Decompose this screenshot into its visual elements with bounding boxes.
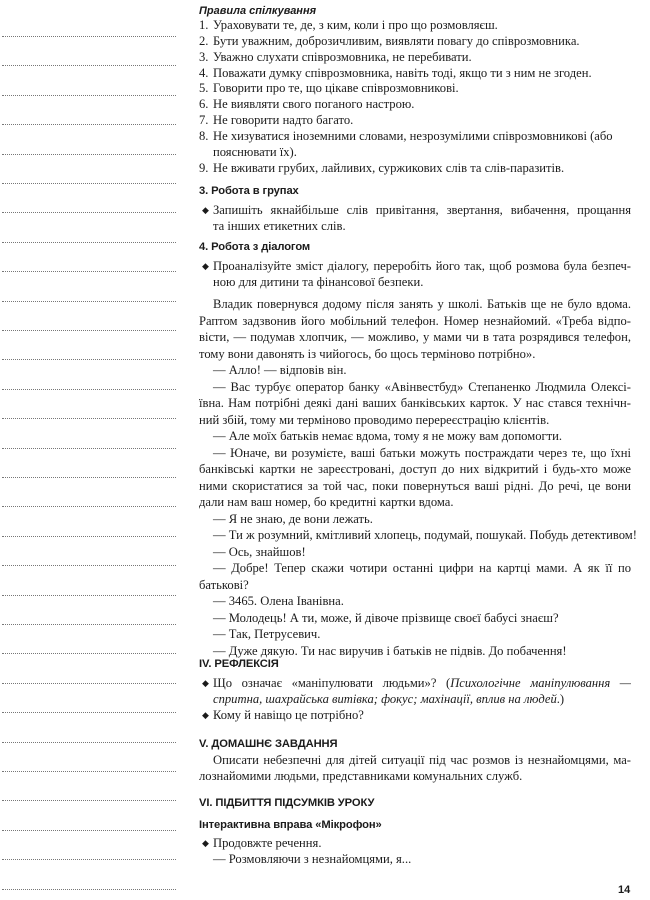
rule-text: Не вживати грубих, лайливих, суржикових слів та слів-паразитів. [213, 160, 565, 175]
dialogue-line: — Ти ж розумний, кмітливий хлопець, подумай, пошукай. Побудь детективом! [213, 528, 637, 542]
bullet-icon: ◆ [202, 838, 209, 848]
note-line [2, 595, 176, 596]
dialogue-line: батькові? [199, 577, 249, 592]
dialogue-line: — Алло! — відповів він. [213, 363, 347, 377]
note-line [2, 712, 176, 713]
dialogue-work-line: ною для дитини та фінансової безпеки. [213, 274, 424, 289]
rule-item [199, 129, 613, 145]
group-work-line: та інших етикетних слів. [213, 218, 346, 233]
note-line [2, 124, 176, 125]
rule-number: 5. [199, 81, 209, 96]
dialogue-line: — Але моїх батьків немає вдома, тому я не можу вам допомогти. [213, 429, 563, 443]
rule-text: Уважно слухати співрозмовника, не перебивати. [213, 49, 472, 64]
note-line [2, 154, 176, 155]
rule-number: 8. [199, 128, 209, 143]
reflection-q1-text: Що означає «маніпулювати людьми»? ( [213, 676, 451, 690]
rule-text: Ураховувати те, де, з ким, коли і про що розмовляєш. [213, 18, 498, 32]
dialogue-line: — Вас турбує оператор банку «Авінвестбуд» Степаненко Людмила Олексі- [213, 379, 631, 394]
dialogue-line: — Ось, знайшов! [213, 544, 306, 559]
rule-number: 2. [199, 33, 209, 48]
reflection-q2-text: Кому й навіщо це потрібно? [213, 708, 364, 722]
summary-heading: VI. ПІДБИТТЯ ПІДСУМКІВ УРОКУ [199, 797, 375, 809]
page-number: 14 [618, 884, 631, 896]
dialogue-line: — Так, Петрусевич. [213, 627, 321, 641]
note-line [2, 683, 176, 684]
summary-subheading: Інтерактивна вправа «Мікрофон» [199, 819, 382, 831]
rule-item [199, 18, 498, 34]
rule-item [199, 34, 580, 50]
homework-line: лознайомими людьми, представниками комунальних служб. [199, 768, 523, 783]
note-line [2, 624, 176, 625]
note-line [2, 889, 176, 890]
note-line [2, 95, 176, 96]
dialogue-line: тому вони давонять із чийогось, бо щось терміново потрібно». [199, 346, 536, 361]
note-line [2, 565, 176, 566]
homework-line: Описати небезпечні для дітей ситуації під час розмов із незнайомцями, ма- [213, 753, 631, 767]
rule-number: 7. [199, 113, 209, 128]
note-line [2, 212, 176, 213]
note-line [2, 271, 176, 272]
reflection-q1-text: .) [556, 691, 565, 706]
group-work-heading: 3. Робота в групах [199, 185, 299, 197]
rule-item [199, 50, 472, 66]
rule-number: 1. [199, 18, 209, 32]
rule-text: Не хизуватися іноземними словами, незрозумілими співрозмовникові (або [213, 128, 613, 143]
note-line [2, 359, 176, 360]
note-line [2, 859, 176, 860]
rule-item [199, 161, 564, 177]
rule-item [199, 66, 592, 82]
dialogue-line: Раптом задзвонив його мобільний телефон. Номер незнайомий. «Треба відпо- [199, 313, 631, 328]
rule-text: пояснювати їх). [213, 144, 297, 159]
note-line [2, 65, 176, 66]
dialogue-line: — Дуже дякую. Ти нас виручив і батьків не підвів. До побачення! [213, 643, 567, 658]
rule-text: Не говорити надто багато. [213, 113, 354, 128]
dialogue-line: вісти, — подумав хлопчик, — можливо, у мами чи в тата розрядився телефон, [199, 330, 631, 344]
note-line [2, 477, 176, 478]
rule-text: Поважати думку співрозмовника, навіть тоді, якщо ти з ним не згоден. [213, 65, 592, 80]
bullet-icon: ◆ [202, 678, 209, 688]
note-line [2, 742, 176, 743]
reflection-heading: IV. РЕФЛЕКСІЯ [199, 658, 279, 670]
note-line [2, 800, 176, 801]
rule-item [199, 81, 459, 97]
dialogue-work-heading: 4. Робота з діалогом [199, 241, 311, 253]
note-line [2, 418, 176, 419]
dialogue-line: ний збій, тому ми терміново проводимо перереєстрацію клієнтів. [199, 412, 550, 427]
note-line [2, 506, 176, 507]
rule-item [199, 113, 353, 129]
dialogue-work-line: Проаналізуйте зміст діалогу, переробіть його так, щоб розмова була безпеч- [213, 259, 631, 273]
note-line [2, 653, 176, 654]
note-line [2, 830, 176, 831]
rule-number: 6. [199, 97, 209, 112]
dialogue-line: ними скористатися за той час, поки повернуться ваші рідні. До речі, це вони [199, 478, 631, 493]
dialogue-line: Владик повернувся додому після занять у школі. Батьків ще не було вдома. [213, 297, 631, 311]
note-line [2, 301, 176, 302]
note-line [2, 536, 176, 537]
dialogue-line: — Добре! Тепер скажи чотири останні цифри на картці мами. А як її по [213, 561, 631, 575]
reflection-q1-italic: Психологічне маніпулювання — [450, 676, 631, 690]
note-line [2, 330, 176, 331]
dialogue-line: ївна. Нам потрібні деякі дані ваших банківських карток. У нас стався технічн- [199, 396, 631, 410]
dialogue-line: — Юначе, ви розумієте, ваші батьки можуть постраждати через те, що їхні [213, 445, 631, 460]
notes-margin [0, 0, 180, 900]
dialogue-line: банківські картки не зареєстровані, доступ до них відкритий і будь-хто може [199, 462, 631, 476]
bullet-icon: ◆ [202, 205, 209, 215]
bullet-icon: ◆ [202, 261, 209, 271]
note-line [2, 448, 176, 449]
dialogue-line: дали нам ваш номер, бо кредитні картки вдома. [199, 495, 454, 509]
note-line [2, 183, 176, 184]
rule-item [199, 145, 297, 161]
summary-bullet-text: Продовжте речення. [213, 836, 322, 850]
homework-heading: V. ДОМАШНЄ ЗАВДАННЯ [199, 738, 338, 750]
note-line [2, 771, 176, 772]
note-line [2, 389, 176, 390]
reflection-q1-italic: спритна, шахрайська витівка; фокус; махінації, вплив на людей [213, 691, 557, 706]
note-line [2, 36, 176, 37]
rule-text: Говорити про те, що цікаве співрозмовникові. [213, 81, 459, 96]
dialogue-line: — Я не знаю, де вони лежать. [213, 511, 373, 526]
bullet-icon: ◆ [202, 710, 209, 720]
group-work-line: Запишіть якнайбільше слів привітання, звертання, вибачення, прощання [213, 203, 631, 217]
rule-text: Не виявляти свого поганого настрою. [213, 97, 415, 112]
homework-text [199, 753, 631, 785]
rule-text: Бути уважним, доброзичливим, виявляти повагу до співрозмовника. [213, 33, 580, 48]
rules-title: Правила спілкування [199, 5, 317, 17]
summary-line: — Розмовляючи з незнайомцями, я... [213, 852, 412, 866]
rule-item [199, 97, 414, 113]
note-line [2, 242, 176, 243]
rule-number: 3. [199, 49, 209, 64]
rule-number: 4. [199, 65, 209, 80]
rule-number: 9. [199, 160, 209, 175]
dialogue-line: — 3465. Олена Іванівна. [213, 594, 344, 608]
dialogue-line: — Молодець! А ти, може, й дівоче прізвище своєї бабусі знаєш? [213, 610, 559, 625]
